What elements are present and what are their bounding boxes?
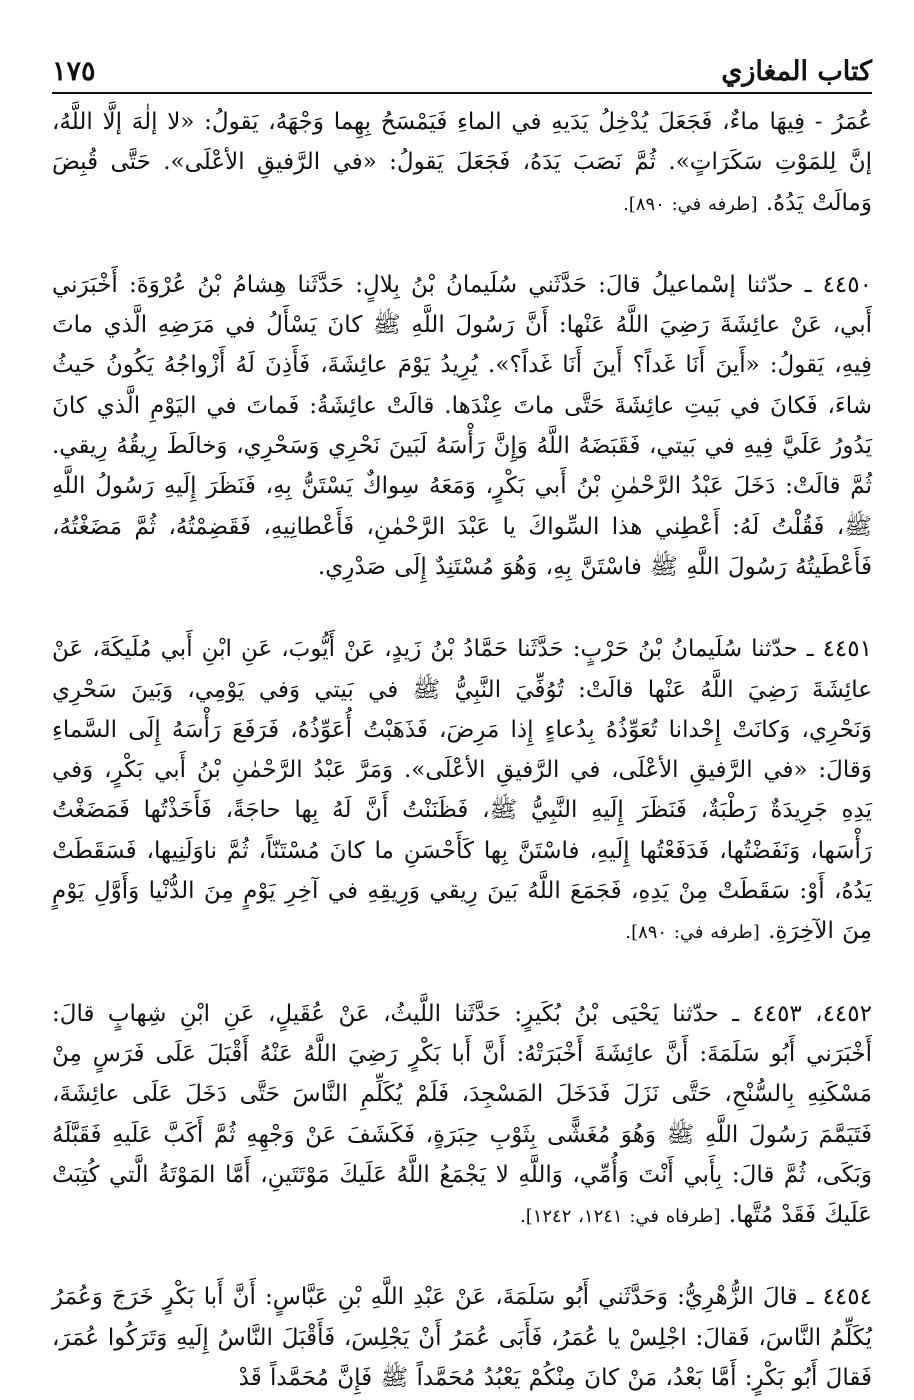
hadith-paragraph xyxy=(52,629,872,953)
spacer xyxy=(52,1237,872,1277)
cross-reference: [طرفه في: ٨٩٠]. xyxy=(625,922,760,944)
book-title: كتاب المغازي xyxy=(721,56,872,87)
hadith-paragraph xyxy=(52,102,872,225)
paragraph-text: ٤٤٥٢، ٤٤٥٣ ـ حدّثنا يَحْيَى بْنُ بُكَيرٍ: حَدَّثَنا اللَّيثُ، عَنْ عُقَيلٍ، عَنِ ابْنِ شِهابٍ قالَ: أَخْبَرَني أَبُو سَلَمَةَ: أَنَّ عائِشَةَ أَخْبَرَتْهُ: أَنَّ أَبا بَكْرٍ رَضِيَ اللَّهُ عَنْهُ أَقْبَلَ عَلَى فَرَسٍ مِنْ مَسْكَنِهِ بِالسُّنْحِ، حَتَّى نَزَلَ فَدَخَلَ المَسْجِدَ، فَلَمْ يُكَلِّمِ النَّاسَ حَتَّى دَخَلَ عَلَى عائِشَةَ، فَتَيَمَّمَ رَسُولَ اللَّهِ ﷺ وَهُوَ مُغَشًّى بِثَوْبِ حِبَرَةٍ، فَكَشَفَ عَنْ وَجْهِهِ ثُمَّ أَكَبَّ عَلَيهِ فَقَبَّلَهُ وَبَكَى، ثُمَّ قالَ: بِأَبي أَنْتَ وَأُمِّي، وَاللَّهِ لا يَجْمَعُ اللَّهُ عَلَيكَ مَوْتَتَينِ، أَمَّا المَوْتَةُ الَّتي كُتِبَتْ عَلَيكَ فَقَدْ مُتَّها. xyxy=(52,1000,872,1229)
paragraph-text: عُمَرُ - فِيهَا ماءٌ، فَجَعَلَ يُدْخِلُ يَدَيهِ في الماءِ فَيَمْسَحُ بِهِما وَجْهَهُ، يَقولُ: «لا إلٰهَ إلَّا اللَّهُ، إنَّ لِلمَوْتِ سَكَرَاتٍ». ثُمَّ نَصَبَ يَدَهُ، فَجَعَلَ يَقولُ: «في الرَّفيقِ الأعْلَى». حَتَّى قُبِضَ وَمالَتْ يَدُهُ. xyxy=(52,109,872,216)
book-page xyxy=(52,48,872,1400)
spacer xyxy=(52,589,872,629)
cross-reference: [طرفاه في: ١٢٤١، ١٢٤٢]. xyxy=(519,1206,721,1228)
hadith-paragraph xyxy=(52,1277,872,1400)
page-content xyxy=(52,102,872,1400)
page-header xyxy=(52,48,872,94)
page-number: ١٧٥ xyxy=(52,56,96,87)
paragraph-text: ٤٤٥٤ ـ قالَ الزُّهْرِيُّ: وَحَدَّثَني أَبُو سَلَمَةَ، عَنْ عَبْدِ اللَّهِ بْنِ عَبَّاسٍ: أَنَّ أَبا بَكْرٍ خَرَجَ وَعُمَرُ يُكَلِّمُ النَّاسَ، فَقالَ: اجْلِسْ يا عُمَرُ، فَأَبَى عُمَرُ أَنْ يَجْلِسَ، فَأَقْبَلَ النَّاسُ إِلَيهِ وَتَرَكُوا عُمَرَ، فَقالَ أَبُو بَكْرٍ: أَمَّا بَعْدُ، مَنْ كانَ مِنْكُمْ يَعْبُدُ مُحَمَّداً ﷺ فَإِنَّ مُحَمَّداً قَدْ xyxy=(52,1284,872,1392)
paragraph-text: ٤٤٥١ ـ حدّثنا سُلَيمانُ بْنُ حَرْبٍ: حَدَّثَنا حَمَّادُ بْنُ زَيدٍ، عَنْ أَيُّوبَ، عَنِ ابْنِ أَبي مُلَيكَةَ، عَنْ عائِشَةَ رَضِيَ اللَّهُ عَنْها قالَتْ: تُوُفِّيَ النَّبِيُّ ﷺ في بَيتي وَفي يَوْمِي، وَبَينَ سَحْرِي وَنَحْرِي، وَكانَتْ إِحْدانا تُعَوِّذُهُ بِدُعاءٍ إِذا مَرِضَ، فَذَهَبْتُ أُعَوِّذُهُ، فَرَفَعَ رَأْسَهُ إِلَى السَّماءِ وَقالَ: «في الرَّفيقِ الأعْلَى، في الرَّفيقِ الأعْلَى». وَمَرَّ عَبْدُ الرَّحْمٰنِ بْنُ أَبي بَكْرٍ، وَفي يَدِهِ جَرِيدَةٌ رَطْبَةٌ، فَنَظَرَ إِلَيهِ النَّبِيُّ ﷺ، فَظَنَنْتُ أَنَّ لَهُ بِها حاجَةً، فَأَخَذْتُها فَمَضَغْتُ رَأْسَها، وَنَفَضْتُها، فَدَفَعْتُها إِلَيهِ، فاسْتَنَّ بِها كَأَحْسَنِ ما كانَ مُسْتَنّاً، ثُمَّ ناوَلَنِيها، فَسَقَطَتْ يَدُهُ، أَوْ: سَقَطَتْ مِنْ يَدِهِ، فَجَمَعَ اللَّهُ بَينَ رِيقي وَرِيقِهِ في آخِرِ يَوْمٍ مِنَ الدُّنْيا وَأَوَّلِ يَوْمٍ مِنَ الآخِرَةِ. xyxy=(52,636,872,945)
hadith-paragraph xyxy=(52,265,872,589)
cross-reference: [طرفه في: ٨٩٠]. xyxy=(623,193,758,215)
hadith-paragraph xyxy=(52,994,872,1238)
spacer xyxy=(52,954,872,994)
paragraph-text: ٤٤٥٠ ـ حدّثنا إسْماعيلُ قالَ: حَدَّثَني سُلَيمانُ بْنُ بِلالٍ: حَدَّثَنا هِشامُ بْنُ عُرْوَةَ: أَخْبَرَني أَبي، عَنْ عائِشَةَ رَضِيَ اللَّهُ عَنْها: أَنَّ رَسُولَ اللَّهِ ﷺ كانَ يَسْأَلُ في مَرَضِهِ الَّذي ماتَ فِيهِ، يَقولُ: «أَينَ أَنَا غَداً؟ أَينَ أَنَا غَداً؟». يُرِيدُ يَوْمَ عائِشَةَ، فَأَذِنَ لَهُ أَزْواجُهُ يَكُونُ حَيثُ شاءَ، فَكانَ في بَيتِ عائِشَةَ حَتَّى ماتَ عِنْدَها. قالَتْ عائِشَةُ: فَماتَ في اليَوْمِ الَّذي كانَ يَدُورُ عَلَيَّ فِيهِ في بَيتي، فَقَبَضَهُ اللَّهُ وَإِنَّ رَأْسَهُ لَبَينَ نَحْرِي وَسَحْرِي، وَخالَطَ رِيقُهُ رِيقي. ثُمَّ قالَتْ: دَخَلَ عَبْدُ الرَّحْمٰنِ بْنُ أَبي بَكْرٍ، وَمَعَهُ سِواكٌ يَسْتَنُّ بِهِ، فَنَظَرَ إِلَيهِ رَسُولُ اللَّهِ ﷺ، فَقُلْتُ لَهُ: أَعْطِني هذا السِّواكَ يا عَبْدَ الرَّحْمٰنِ، فَأَعْطانِيهِ، فَقَضِمْتُهُ، ثُمَّ مَضَغْتُهُ، فَأَعْطَيتُهُ رَسُولَ اللَّهِ ﷺ فاسْتَنَّ بِهِ، وَهُوَ مُسْتَنِدٌ إِلَى صَدْرِي. xyxy=(52,271,872,580)
spacer xyxy=(52,225,872,265)
